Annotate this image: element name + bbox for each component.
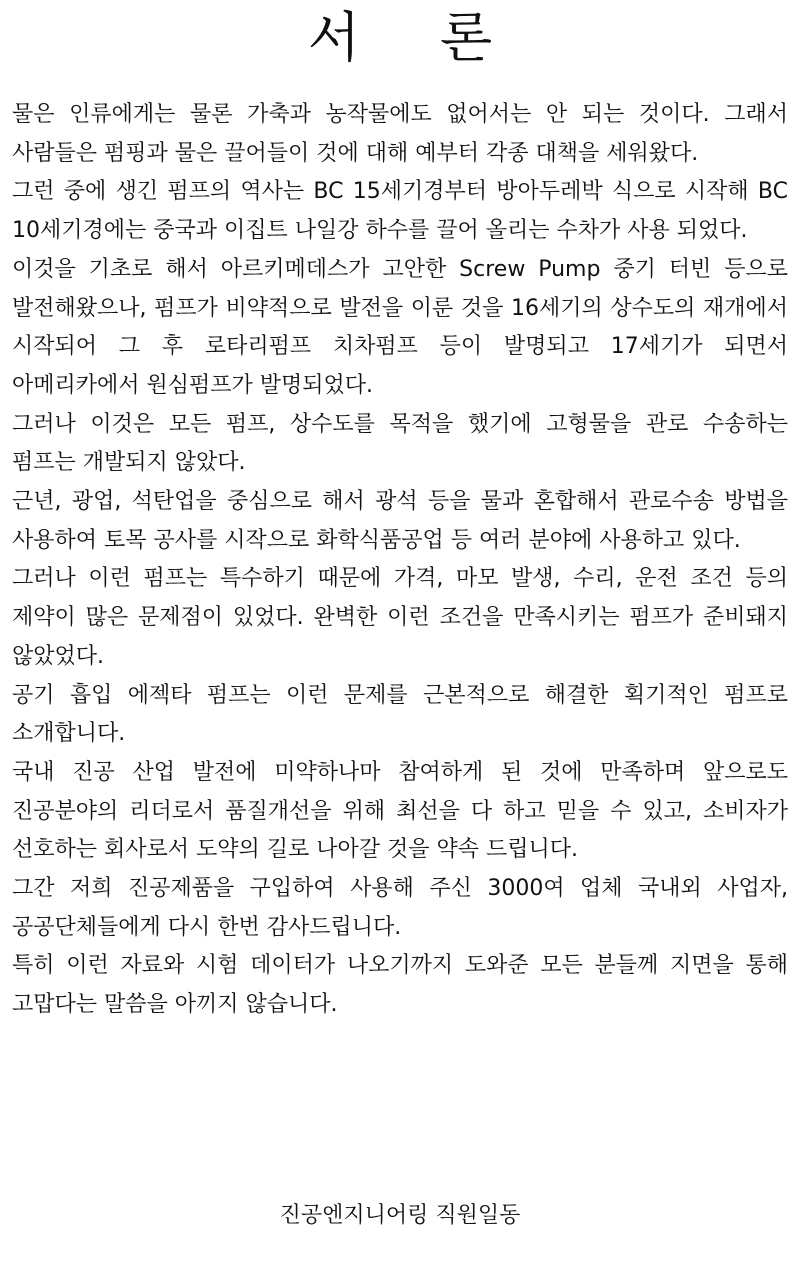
paragraph-2: 그런 중에 생긴 펌프의 역사는 BC 15세기경부터 방아두레박 식으로 시작해 BC 10세기경에는 중국과 이집트 나일강 하수를 끌어 올리는 수차가 사용 되었다. — [12, 179, 788, 244]
paragraph-4: 그러나 이것은 모든 펌프, 상수도를 목적을 했기에 고형물을 관로 수송하는 펌프는 개발되지 않았다. — [12, 411, 788, 476]
title-char-1: 서 — [307, 6, 360, 69]
paragraph-3: 이것을 기초로 해서 아르키메데스가 고안한 Screw Pump 중기 터빈 등으로 발전해왔으나, 펌프가 비약적으로 발전을 이룬 것을 16세기의 상수도의 재개에서 시작되어 그 후 로타리펌프 치차펌프 등이 발명되고 17세기가 되면서 아메리카에서 원심펌프가 발명되었다. — [12, 256, 788, 398]
paragraph-1: 물은 인류에게는 물론 가축과 농작물에도 없어서는 안 되는 것이다. 그래서 사람들은 펌핑과 물은 끌어들이 것에 대해 예부터 각종 대책을 세워왔다. — [12, 102, 788, 166]
paragraph-10: 특히 이런 자료와 시험 데이터가 나오기까지 도와준 모든 분들께 지면을 통해 고맙다는 말씀을 아끼지 않습니다. — [12, 953, 788, 1018]
paragraph-8: 국내 진공 산업 발전에 미약하나마 참여하게 된 것에 만족하며 앞으로도 진공분야의 리더로서 품질개선을 위해 최선을 다 하고 믿을 수 있고, 소비자가 선호하는 회사로서 도약의 길로 나아갈 것을 약속 드립니다. — [12, 759, 788, 863]
body-text — [12, 96, 788, 1025]
signature: 진공엔지니어링 직원일동 — [279, 1203, 521, 1228]
title-char-2: 론 — [440, 6, 493, 69]
paragraph-5: 근년, 광업, 석탄업을 중심으로 해서 광석 등을 물과 혼합해서 관로수송 방법을 사용하여 토목 공사를 시작으로 화학식품공업 등 여러 분야에 사용하고 있다. — [12, 489, 788, 553]
paragraph-7: 공기 흡입 에젝타 펌프는 이런 문제를 근본적으로 해결한 획기적인 펌프로 소개합니다. — [12, 682, 788, 747]
paragraph-9: 그간 저희 진공제품을 구입하여 사용해 주신 3000여 업체 국내외 사업자, 공공단체들에게 다시 한번 감사드립니다. — [12, 876, 788, 940]
paragraph-6: 그러나 이런 펌프는 특수하기 때문에 가격, 마모 발생, 수리, 운전 조건 등의 제약이 많은 문제점이 있었다. 완벽한 이런 조건을 만족시키는 펌프가 준비돼지 않았었다. — [12, 566, 788, 669]
page-title — [0, 6, 800, 70]
